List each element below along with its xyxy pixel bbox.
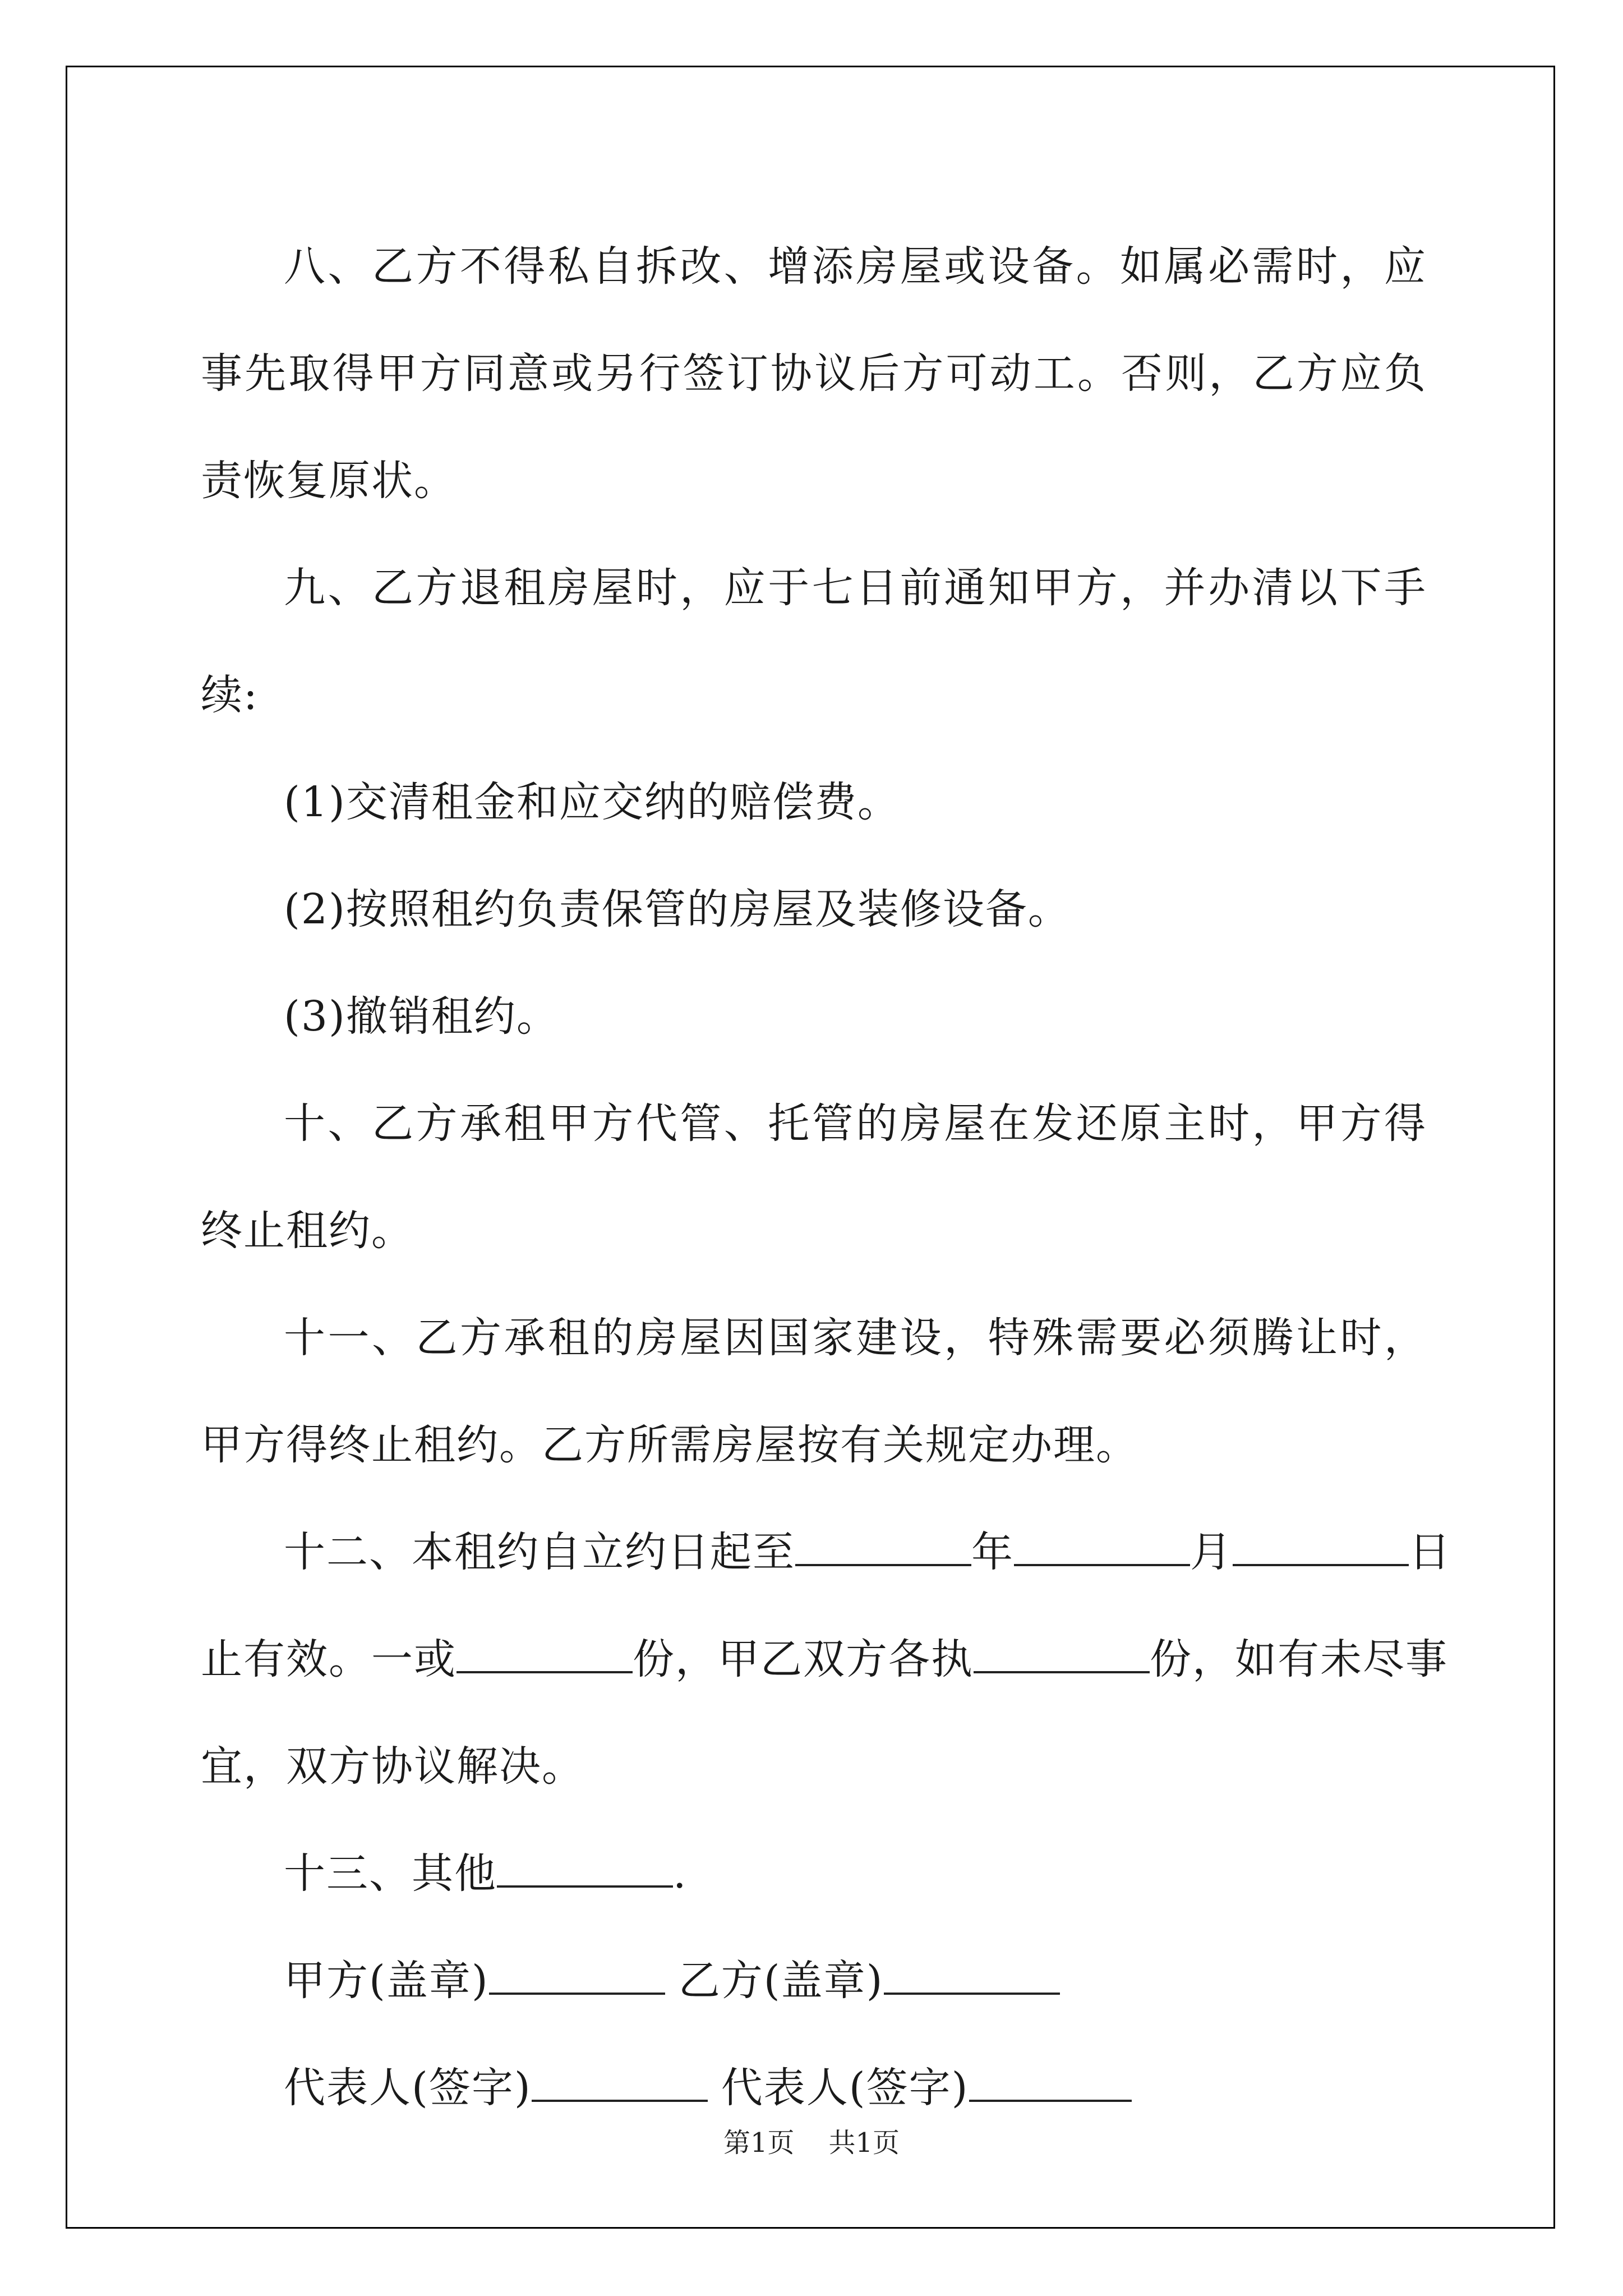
rep-a-blank[interactable] — [532, 2062, 708, 2102]
page-total: 共1页 — [828, 2127, 900, 2159]
rep-b-blank[interactable] — [969, 2062, 1132, 2102]
clause-12 — [201, 1499, 1451, 1820]
party-b-seal-label: 乙方(盖章) — [678, 1957, 884, 2005]
clause-13 — [201, 1820, 1427, 1927]
clause-11: 十一、乙方承租的房屋因国家建设，特殊需要必须腾让时，甲方得终止租约。乙方所需房屋按有关规定办理。 — [201, 1314, 1427, 1469]
party-a-seal-label: 甲方(盖章) — [284, 1957, 489, 2005]
year-label: 年 — [971, 1528, 1014, 1576]
month-label: 月 — [1190, 1528, 1233, 1576]
clause-9: 九、乙方退租房屋时，应于七日前通知甲方，并办清以下手续: — [201, 564, 1427, 719]
clause-12-line-3: 宜，双方协议解决。 — [201, 1742, 584, 1791]
clause-12-prefix: 十二、本租约自立约日起至 — [284, 1528, 795, 1576]
party-b-seal-blank[interactable] — [884, 1954, 1060, 1995]
clause-8: 八、乙方不得私自拆改、增添房屋或设备。如属必需时，应事先取得甲方同意或另行签订协议后方可动工。否则，乙方应负责恢复原状。 — [201, 242, 1427, 505]
page-footer — [0, 2126, 1623, 2160]
rep-b-label: 代表人(签字) — [721, 2064, 969, 2112]
blank-end-year[interactable] — [795, 1526, 971, 1566]
blank-end-day[interactable] — [1233, 1526, 1409, 1566]
page-number: 第1页 — [723, 2127, 795, 2159]
blank-total-copies[interactable] — [457, 1633, 633, 1673]
blank-other[interactable] — [497, 1847, 673, 1888]
day-label: 日 — [1409, 1528, 1451, 1576]
clause-13-prefix: 十三、其他 — [284, 1849, 497, 1898]
clause-12-line2-prefix: 止有效。一或 — [201, 1635, 457, 1683]
seal-line — [201, 1927, 1427, 2035]
copies-label-2: 份，如有未尽事 — [1150, 1635, 1448, 1683]
clause-12-line-1 — [201, 1499, 1451, 1606]
document-body — [201, 213, 1451, 2142]
clause-9-item-1: (1)交清租金和应交纳的赔偿费。 — [284, 778, 900, 826]
clause-13-suffix: . — [673, 1849, 688, 1898]
signature-block — [201, 1927, 1427, 2142]
copies-label: 份，甲乙双方各执 — [633, 1635, 974, 1683]
clause-9-item-3: (3)撤销租约。 — [284, 992, 559, 1041]
blank-end-month[interactable] — [1014, 1526, 1190, 1566]
clause-12-line-2 — [201, 1606, 1448, 1713]
party-a-seal-blank[interactable] — [489, 1954, 665, 1995]
blank-copies-each[interactable] — [974, 1633, 1150, 1673]
clause-10: 十、乙方承租甲方代管、托管的房屋在发还原主时，甲方得终止租约。 — [201, 1099, 1427, 1255]
clause-9-item-2: (2)按照租约负责保管的房屋及装修设备。 — [284, 885, 1071, 933]
clause-13-line — [201, 1820, 1427, 1927]
rep-a-label: 代表人(签字) — [284, 2064, 532, 2112]
